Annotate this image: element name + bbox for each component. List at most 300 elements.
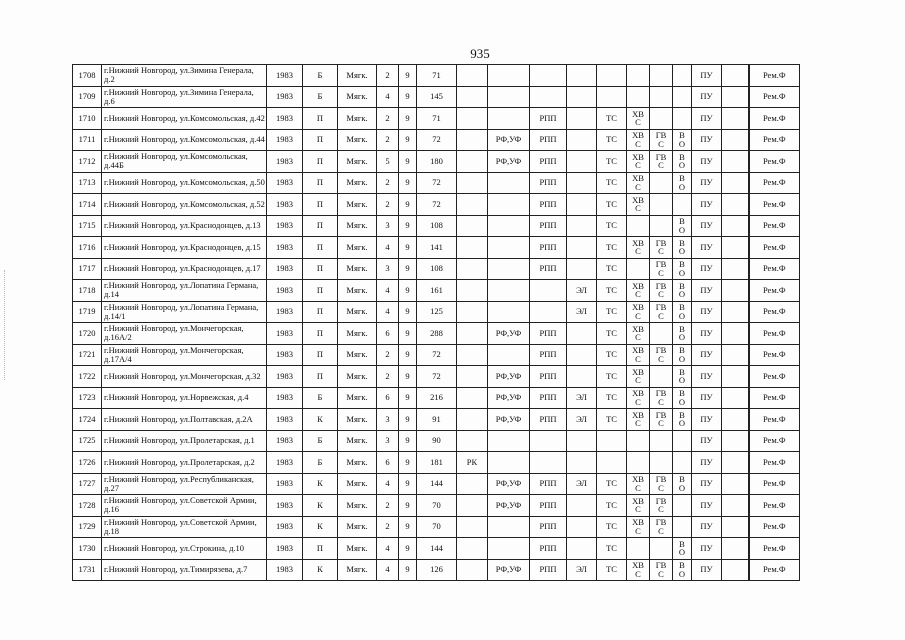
table-cell: В О xyxy=(673,387,692,409)
table-cell: П xyxy=(303,129,338,151)
table-cell: РПП xyxy=(530,495,567,517)
table-cell: 288 xyxy=(417,323,457,345)
table-cell: В О xyxy=(673,301,692,323)
table-cell xyxy=(567,495,597,517)
table-cell xyxy=(567,258,597,280)
table-cell: РПП xyxy=(530,409,567,431)
table-cell: ПУ xyxy=(692,108,722,130)
table-cell: 9 xyxy=(399,129,417,151)
table-cell: 144 xyxy=(417,473,457,495)
table-cell: РФ,УФ xyxy=(488,151,530,173)
table-cell: ЭЛ xyxy=(567,301,597,323)
table-row xyxy=(73,409,800,431)
table-row xyxy=(73,215,800,237)
table-cell: ЭЛ xyxy=(567,559,597,581)
row-number-cell: 1711 xyxy=(73,129,102,151)
table-cell: 2 xyxy=(377,344,399,366)
table-cell: ЭЛ xyxy=(567,280,597,302)
row-number-cell: 1710 xyxy=(73,108,102,130)
table-cell: 3 xyxy=(377,258,399,280)
table-cell xyxy=(722,473,749,495)
table-cell: Рем.Ф xyxy=(749,495,800,517)
table-cell: Мягк. xyxy=(338,215,377,237)
table-row xyxy=(73,323,800,345)
row-number-cell: 1722 xyxy=(73,366,102,388)
table-cell: РПП xyxy=(530,258,567,280)
table-cell: 216 xyxy=(417,387,457,409)
table-cell: 9 xyxy=(399,495,417,517)
housing-table xyxy=(72,64,800,581)
table-cell xyxy=(627,215,650,237)
table-cell xyxy=(530,86,567,108)
table-row xyxy=(73,194,800,216)
table-cell: 161 xyxy=(417,280,457,302)
table-cell: Мягк. xyxy=(338,301,377,323)
table-cell xyxy=(457,237,488,259)
table-cell xyxy=(722,215,749,237)
row-number-cell: 1720 xyxy=(73,323,102,345)
table-cell: 1983 xyxy=(267,323,303,345)
table-cell: 144 xyxy=(417,538,457,560)
table-cell xyxy=(650,538,673,560)
table-cell: ПУ xyxy=(692,280,722,302)
table-cell: Мягк. xyxy=(338,366,377,388)
table-cell: РФ,УФ xyxy=(488,323,530,345)
table-cell: 5 xyxy=(377,151,399,173)
table-cell xyxy=(673,452,692,474)
table-cell: ХВ С xyxy=(627,387,650,409)
table-cell xyxy=(457,473,488,495)
table-cell: ГВ С xyxy=(650,258,673,280)
address-cell: г.Нижний Новгород, ул.Комсомольская, д.52 xyxy=(102,194,267,216)
address-cell: г.Нижний Новгород, ул.Краснодонцев, д.15 xyxy=(102,237,267,259)
table-cell: В О xyxy=(673,538,692,560)
table-row xyxy=(73,258,800,280)
table-cell: ХВ С xyxy=(627,516,650,538)
table-cell: 1983 xyxy=(267,108,303,130)
table-cell xyxy=(722,86,749,108)
table-cell: 1983 xyxy=(267,559,303,581)
table-cell: Рем.Ф xyxy=(749,215,800,237)
table-cell: П xyxy=(303,215,338,237)
table-cell: Мягк. xyxy=(338,237,377,259)
table-cell: Мягк. xyxy=(338,452,377,474)
table-cell: 9 xyxy=(399,473,417,495)
table-cell: ХВ С xyxy=(627,409,650,431)
table-cell: Б xyxy=(303,387,338,409)
table-cell: Рем.Ф xyxy=(749,108,800,130)
table-cell: 72 xyxy=(417,344,457,366)
table-cell: 4 xyxy=(377,559,399,581)
table-cell: РПП xyxy=(530,237,567,259)
table-cell: 3 xyxy=(377,409,399,431)
table-cell xyxy=(627,430,650,452)
table-cell: Мягк. xyxy=(338,409,377,431)
row-number-cell: 1730 xyxy=(73,538,102,560)
table-cell xyxy=(673,495,692,517)
table-cell: ГВ С xyxy=(650,129,673,151)
table-cell xyxy=(567,366,597,388)
table-cell xyxy=(488,108,530,130)
table-cell xyxy=(567,344,597,366)
table-cell: В О xyxy=(673,215,692,237)
table-cell: Мягк. xyxy=(338,129,377,151)
table-cell: 2 xyxy=(377,516,399,538)
table-cell: РПП xyxy=(530,323,567,345)
table-cell: 1983 xyxy=(267,129,303,151)
table-cell: ГВ С xyxy=(650,344,673,366)
table-cell: ТС xyxy=(597,108,627,130)
table-cell: 72 xyxy=(417,172,457,194)
table-cell: ТС xyxy=(597,516,627,538)
table-cell: 6 xyxy=(377,323,399,345)
table-cell: РПП xyxy=(530,172,567,194)
table-cell xyxy=(650,172,673,194)
table-cell: В О xyxy=(673,258,692,280)
table-row xyxy=(73,86,800,108)
table-cell: РФ,УФ xyxy=(488,366,530,388)
table-cell xyxy=(488,452,530,474)
table-cell xyxy=(722,280,749,302)
table-cell: 1983 xyxy=(267,172,303,194)
table-cell: Б xyxy=(303,452,338,474)
table-cell: 108 xyxy=(417,258,457,280)
table-cell: 2 xyxy=(377,172,399,194)
table-cell: 90 xyxy=(417,430,457,452)
table-cell: Рем.Ф xyxy=(749,151,800,173)
table-row xyxy=(73,301,800,323)
table-cell: РФ,УФ xyxy=(488,409,530,431)
table-cell xyxy=(457,172,488,194)
table-cell: Мягк. xyxy=(338,495,377,517)
table-cell xyxy=(597,86,627,108)
table-cell xyxy=(488,86,530,108)
table-cell: В О xyxy=(673,559,692,581)
row-number-cell: 1721 xyxy=(73,344,102,366)
table-cell xyxy=(567,215,597,237)
table-cell: П xyxy=(303,108,338,130)
table-cell xyxy=(457,280,488,302)
table-cell xyxy=(457,387,488,409)
table-cell: ХВ С xyxy=(627,344,650,366)
table-cell: Рем.Ф xyxy=(749,516,800,538)
table-cell xyxy=(627,86,650,108)
table-cell: 1983 xyxy=(267,387,303,409)
table-cell: 9 xyxy=(399,86,417,108)
table-cell xyxy=(457,344,488,366)
address-cell: г.Нижний Новгород, ул.Норвежская, д.4 xyxy=(102,387,267,409)
table-cell xyxy=(457,65,488,87)
table-cell: Мягк. xyxy=(338,280,377,302)
table-cell: Рем.Ф xyxy=(749,86,800,108)
row-number-cell: 1725 xyxy=(73,430,102,452)
table-cell xyxy=(627,452,650,474)
table-cell: 9 xyxy=(399,172,417,194)
table-cell: 4 xyxy=(377,86,399,108)
table-row xyxy=(73,108,800,130)
table-cell xyxy=(567,194,597,216)
table-cell: 72 xyxy=(417,129,457,151)
row-number-cell: 1731 xyxy=(73,559,102,581)
table-cell: ПУ xyxy=(692,409,722,431)
table-cell: РПП xyxy=(530,516,567,538)
table-cell xyxy=(488,258,530,280)
table-cell: Рем.Ф xyxy=(749,452,800,474)
table-cell: 9 xyxy=(399,301,417,323)
table-cell: 125 xyxy=(417,301,457,323)
table-row xyxy=(73,430,800,452)
table-cell xyxy=(722,258,749,280)
table-cell: 4 xyxy=(377,538,399,560)
table-cell: ПУ xyxy=(692,538,722,560)
table-cell xyxy=(530,452,567,474)
row-number-cell: 1729 xyxy=(73,516,102,538)
address-cell: г.Нижний Новгород, ул.Комсомольская, д.42 xyxy=(102,108,267,130)
table-cell: РПП xyxy=(530,215,567,237)
table-cell: Мягк. xyxy=(338,258,377,280)
table-cell: В О xyxy=(673,151,692,173)
table-cell: 9 xyxy=(399,452,417,474)
table-cell xyxy=(567,129,597,151)
address-cell: г.Нижний Новгород, ул.Комсомольская, д.44 xyxy=(102,129,267,151)
address-cell: г.Нижний Новгород, ул.Комсомольская, д.50 xyxy=(102,172,267,194)
table-cell xyxy=(673,86,692,108)
table-cell: ГВ С xyxy=(650,559,673,581)
table-cell: ГВ С xyxy=(650,387,673,409)
table-cell: ГВ С xyxy=(650,473,673,495)
table-cell: ТС xyxy=(597,172,627,194)
table-cell: 9 xyxy=(399,559,417,581)
table-cell: РПП xyxy=(530,108,567,130)
table-row xyxy=(73,387,800,409)
table-cell: ЭЛ xyxy=(567,409,597,431)
table-cell: ХВ С xyxy=(627,473,650,495)
table-cell: РФ,УФ xyxy=(488,495,530,517)
table-cell: 181 xyxy=(417,452,457,474)
table-cell: РК xyxy=(457,452,488,474)
table-cell: ТС xyxy=(597,258,627,280)
row-number-cell: 1724 xyxy=(73,409,102,431)
table-cell: ПУ xyxy=(692,151,722,173)
table-cell xyxy=(627,258,650,280)
table-cell xyxy=(722,194,749,216)
table-cell: Мягк. xyxy=(338,473,377,495)
table-cell: Рем.Ф xyxy=(749,387,800,409)
table-cell xyxy=(488,215,530,237)
table-cell xyxy=(567,65,597,87)
address-cell: г.Нижний Новгород, ул.Лопатина Германа, д.14 xyxy=(102,280,267,302)
row-number-cell: 1716 xyxy=(73,237,102,259)
table-cell: 9 xyxy=(399,237,417,259)
table-cell xyxy=(722,559,749,581)
table-cell: РФ,УФ xyxy=(488,473,530,495)
table-cell: 1983 xyxy=(267,366,303,388)
table-cell: 1983 xyxy=(267,280,303,302)
table-cell: 4 xyxy=(377,237,399,259)
table-row xyxy=(73,172,800,194)
table-cell xyxy=(722,387,749,409)
table-cell: Б xyxy=(303,430,338,452)
table-cell: 1983 xyxy=(267,301,303,323)
table-cell: Рем.Ф xyxy=(749,172,800,194)
table-row xyxy=(73,516,800,538)
table-cell: В О xyxy=(673,323,692,345)
table-cell: Мягк. xyxy=(338,538,377,560)
table-cell: 3 xyxy=(377,215,399,237)
table-cell: ХВ С xyxy=(627,129,650,151)
table-cell: РПП xyxy=(530,387,567,409)
table-cell xyxy=(457,538,488,560)
table-cell: 9 xyxy=(399,409,417,431)
address-cell: г.Нижний Новгород, ул.Комсомольская, д.44Б xyxy=(102,151,267,173)
table-cell: ТС xyxy=(597,280,627,302)
table-cell xyxy=(650,194,673,216)
address-cell: г.Нижний Новгород, ул.Строкина, д.10 xyxy=(102,538,267,560)
table-row xyxy=(73,151,800,173)
table-cell xyxy=(722,538,749,560)
table-cell: ГВ С xyxy=(650,280,673,302)
table-cell: ХВ С xyxy=(627,366,650,388)
table-cell xyxy=(722,323,749,345)
address-cell: г.Нижний Новгород, ул.Советской Армии, д.16 xyxy=(102,495,267,517)
table-cell: РФ,УФ xyxy=(488,129,530,151)
table-cell xyxy=(722,108,749,130)
table-cell: 1983 xyxy=(267,86,303,108)
table-cell xyxy=(673,194,692,216)
table-cell: 9 xyxy=(399,215,417,237)
row-number-cell: 1715 xyxy=(73,215,102,237)
table-cell: Мягк. xyxy=(338,108,377,130)
table-cell: ПУ xyxy=(692,452,722,474)
table-cell: 2 xyxy=(377,129,399,151)
row-number-cell: 1726 xyxy=(73,452,102,474)
table-cell: ГВ С xyxy=(650,151,673,173)
table-cell xyxy=(722,172,749,194)
table-cell xyxy=(597,452,627,474)
table-cell: 9 xyxy=(399,344,417,366)
table-cell: 9 xyxy=(399,366,417,388)
table-row xyxy=(73,495,800,517)
table-cell: РПП xyxy=(530,473,567,495)
table-cell: ТС xyxy=(597,387,627,409)
table-cell: РПП xyxy=(530,194,567,216)
table-row xyxy=(73,280,800,302)
table-cell: К xyxy=(303,516,338,538)
table-cell: 1983 xyxy=(267,215,303,237)
table-cell xyxy=(722,452,749,474)
table-cell: 2 xyxy=(377,194,399,216)
table-cell xyxy=(488,172,530,194)
table-cell xyxy=(488,538,530,560)
table-cell: 4 xyxy=(377,301,399,323)
table-cell: П xyxy=(303,151,338,173)
table-row xyxy=(73,237,800,259)
table-cell: ПУ xyxy=(692,387,722,409)
table-cell: ПУ xyxy=(692,258,722,280)
table-cell: Б xyxy=(303,65,338,87)
table-cell: ПУ xyxy=(692,194,722,216)
table-cell: 1983 xyxy=(267,452,303,474)
table-cell: В О xyxy=(673,473,692,495)
table-cell: Мягк. xyxy=(338,65,377,87)
table-cell: 3 xyxy=(377,430,399,452)
table-cell: 4 xyxy=(377,280,399,302)
table-cell: К xyxy=(303,559,338,581)
table-row xyxy=(73,452,800,474)
table-cell: ХВ С xyxy=(627,495,650,517)
table-cell xyxy=(457,151,488,173)
table-cell: ТС xyxy=(597,409,627,431)
table-cell xyxy=(530,430,567,452)
table-cell xyxy=(722,516,749,538)
address-cell: г.Нижний Новгород, ул.Полтавская, д.2А xyxy=(102,409,267,431)
table-cell: Мягк. xyxy=(338,559,377,581)
table-cell: ХВ С xyxy=(627,172,650,194)
table-cell xyxy=(627,65,650,87)
table-cell: 108 xyxy=(417,215,457,237)
table-cell xyxy=(650,108,673,130)
table-cell: Мягк. xyxy=(338,194,377,216)
table-cell: П xyxy=(303,538,338,560)
table-cell xyxy=(722,495,749,517)
table-cell: ПУ xyxy=(692,473,722,495)
table-cell: П xyxy=(303,344,338,366)
table-cell xyxy=(488,280,530,302)
table-cell: Рем.Ф xyxy=(749,409,800,431)
address-cell: г.Нижний Новгород, ул.Пролетарская, д.1 xyxy=(102,430,267,452)
table-cell: В О xyxy=(673,237,692,259)
table-cell: ГВ С xyxy=(650,495,673,517)
table-cell: Рем.Ф xyxy=(749,366,800,388)
table-cell: П xyxy=(303,280,338,302)
table-cell xyxy=(488,344,530,366)
table-cell: ПУ xyxy=(692,559,722,581)
table-cell: ПУ xyxy=(692,215,722,237)
table-cell: ПУ xyxy=(692,366,722,388)
table-row xyxy=(73,65,800,87)
address-cell: г.Нижний Новгород, ул.Мончегорская, д.17А/4 xyxy=(102,344,267,366)
table-cell: П xyxy=(303,366,338,388)
table-cell: 6 xyxy=(377,452,399,474)
table-cell xyxy=(488,237,530,259)
table-cell: Мягк. xyxy=(338,323,377,345)
table-cell: ХВ С xyxy=(627,280,650,302)
table-cell: ЭЛ xyxy=(567,473,597,495)
table-cell: ХВ С xyxy=(627,194,650,216)
table-cell: РФ,УФ xyxy=(488,559,530,581)
table-cell: РПП xyxy=(530,366,567,388)
row-number-cell: 1717 xyxy=(73,258,102,280)
table-cell: ПУ xyxy=(692,323,722,345)
table-cell: 2 xyxy=(377,495,399,517)
table-cell xyxy=(530,65,567,87)
table-cell xyxy=(673,516,692,538)
table-cell: В О xyxy=(673,172,692,194)
table-cell: 1983 xyxy=(267,473,303,495)
table-cell xyxy=(530,280,567,302)
table-cell xyxy=(567,108,597,130)
table-cell: П xyxy=(303,172,338,194)
table-cell: Рем.Ф xyxy=(749,280,800,302)
address-cell: г.Нижний Новгород, ул.Лопатина Германа, д.14/1 xyxy=(102,301,267,323)
table-cell: ГВ С xyxy=(650,301,673,323)
table-cell: 1983 xyxy=(267,237,303,259)
row-number-cell: 1709 xyxy=(73,86,102,108)
table-cell: 4 xyxy=(377,473,399,495)
table-row xyxy=(73,129,800,151)
table-cell xyxy=(488,65,530,87)
table-cell: ХВ С xyxy=(627,301,650,323)
